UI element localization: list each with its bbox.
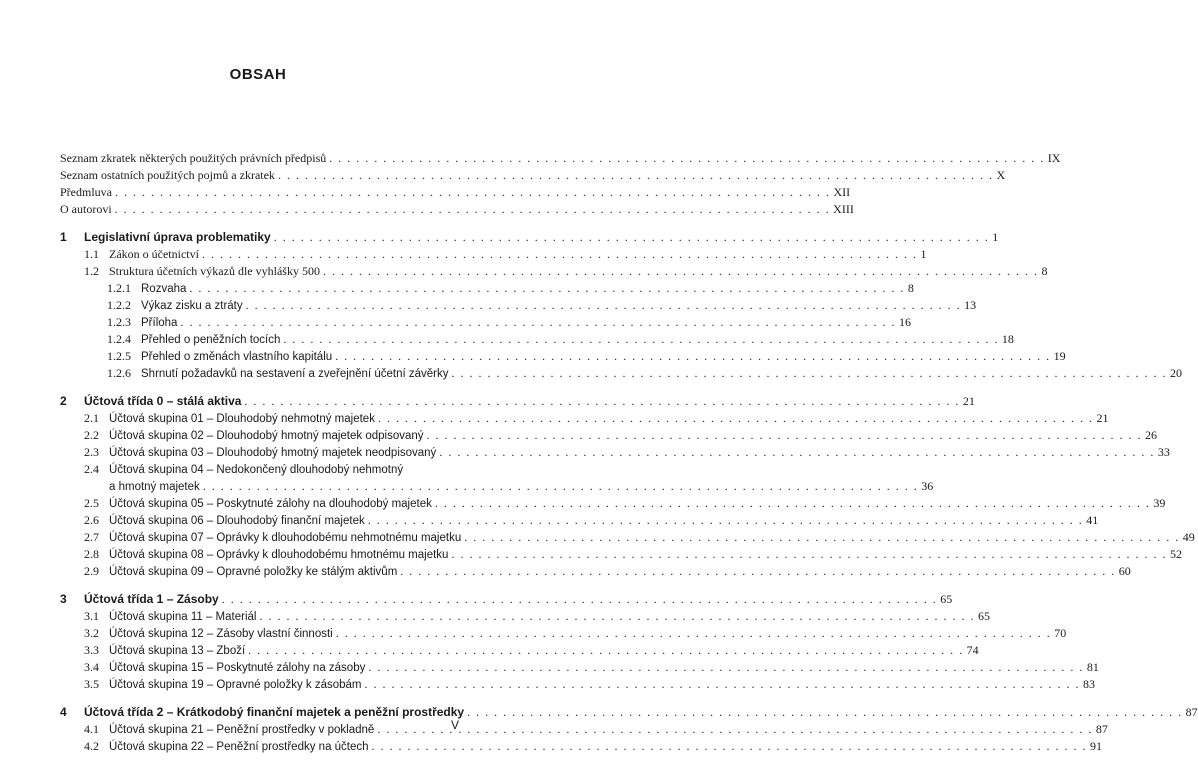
section-title: Účtová skupina 05 – Poskytnuté zálohy na dlouhodobý majetek: [109, 498, 432, 510]
subsection-page: 8: [907, 281, 914, 295]
toc-entry-other-terms[interactable]: [60, 167, 1006, 184]
dot-leader: [248, 642, 964, 659]
section-page: 65: [977, 609, 990, 623]
dot-leader: [180, 314, 896, 331]
section-number: 1.1: [84, 247, 99, 261]
toc-section-3-2[interactable]: [60, 625, 1067, 642]
toc-section-2-7[interactable]: [60, 529, 1195, 546]
section-number: 2.2: [84, 428, 99, 442]
toc-chapter-1[interactable]: [60, 229, 999, 246]
toc-entry-page: XII: [833, 185, 851, 199]
dot-leader: [368, 659, 1084, 676]
toc-section-2-3[interactable]: [60, 444, 1170, 461]
section-number: 2.1: [84, 411, 99, 425]
toc-section-3-3[interactable]: [60, 642, 979, 659]
toc-subsection-1-2-5[interactable]: [60, 348, 1066, 365]
dot-leader: [278, 167, 994, 184]
section-title: Účtová skupina 04 – Nedokončený dlouhodobý nehmotný: [109, 464, 404, 476]
dot-leader: [203, 478, 919, 495]
dot-leader: [335, 348, 1051, 365]
toc-subsection-1-2-6[interactable]: [60, 365, 1182, 382]
section-number: 2.8: [84, 547, 99, 561]
toc-section-3-5[interactable]: [60, 676, 1095, 693]
section-title: Účtová skupina 02 – Dlouhodobý hmotný majetek odpisovaný: [109, 430, 424, 442]
subsection-title: Přehled o peněžních tocích: [141, 334, 281, 346]
section-number: 2.4: [84, 462, 99, 476]
section-title: Účtová skupina 22 – Peněžní prostředky na účtech: [109, 741, 369, 753]
dot-leader: [427, 427, 1143, 444]
section-number: 3.4: [84, 660, 99, 674]
toc-entry-page: X: [996, 168, 1006, 182]
section-title: Zákon o účetnictví: [109, 247, 199, 261]
dot-leader: [222, 591, 938, 608]
section-page: 26: [1145, 428, 1158, 442]
dot-leader: [400, 563, 1116, 580]
subsection-number: 1.2.2: [107, 298, 131, 312]
section-page: 8: [1041, 264, 1048, 278]
page-number: V: [451, 718, 460, 732]
subsection-title: Přehled o změnách vlastního kapitálu: [141, 351, 333, 363]
toc-section-2-1[interactable]: [60, 410, 1109, 427]
section-title: Účtová skupina 09 – Opravné položky ke stálým aktivům: [109, 566, 398, 578]
section-page: 41: [1086, 513, 1099, 527]
section-title: Účtová skupina 01 – Dlouhodobý nehmotný majetek: [109, 413, 375, 425]
dot-leader: [378, 410, 1094, 427]
dot-leader: [259, 608, 975, 625]
toc-section-2-4-continued[interactable]: [60, 478, 934, 495]
dot-leader: [244, 393, 960, 410]
section-page: 83: [1083, 677, 1095, 691]
dot-leader: [336, 625, 1052, 642]
section-title: Účtová skupina 07 – Oprávky k dlouhodobému nehmotnému majetku: [109, 532, 462, 544]
dot-leader: [451, 546, 1167, 563]
chapter-title: Legislativní úprava problematiky: [84, 230, 271, 244]
toc-section-2-9[interactable]: [60, 563, 1131, 580]
toc-section-1-2[interactable]: [60, 263, 1048, 280]
toc-chapter-3[interactable]: [60, 591, 953, 608]
dot-leader: [189, 280, 905, 297]
dot-leader: [115, 201, 831, 218]
toc-entry-title: Seznam zkratek některých použitých právních předpisů: [60, 151, 327, 165]
section-number: 3.3: [84, 643, 99, 657]
table-of-contents: [60, 150, 1198, 755]
section-title: Účtová skupina 15 – Poskytnuté zálohy na zásoby: [109, 662, 366, 674]
dot-leader: [435, 495, 1151, 512]
toc-section-2-4[interactable]: [60, 461, 468, 478]
subsection-number: 1.2.3: [107, 315, 131, 329]
section-page: 52: [1169, 547, 1182, 561]
toc-subsection-1-2-1[interactable]: [60, 280, 914, 297]
toc-entry-page: XIII: [833, 202, 854, 216]
section-page: 87: [1095, 722, 1108, 736]
section-page: 74: [966, 643, 979, 657]
chapter-number: 1: [60, 230, 67, 244]
dot-leader: [246, 297, 962, 314]
dot-leader: [283, 331, 999, 348]
section-number: 2.9: [84, 564, 99, 578]
subsection-page: 20: [1170, 366, 1182, 380]
chapter-page: 21: [962, 394, 975, 408]
section-title: Účtová skupina 03 – Dlouhodobý hmotný majetek neodpisovaný: [109, 447, 437, 459]
section-title: Účtová skupina 13 – Zboží: [109, 645, 246, 657]
toc-section-4-2[interactable]: [60, 738, 1103, 755]
chapter-number: 3: [60, 592, 67, 606]
section-page: 81: [1086, 660, 1099, 674]
section-page: 70: [1054, 626, 1067, 640]
subsection-number: 1.2.6: [107, 366, 131, 380]
chapter-title: Účtová třída 2 – Krátkodobý finanční majetek a peněžní prostředky: [84, 705, 465, 719]
toc-entry-preface[interactable]: [60, 184, 851, 201]
section-title: Účtová skupina 08 – Oprávky k dlouhodobému hmotnému majetku: [109, 549, 449, 561]
dot-leader: [115, 184, 831, 201]
section-number: 3.2: [84, 626, 99, 640]
section-page: 91: [1090, 739, 1103, 753]
toc-entry-page: IX: [1047, 151, 1061, 165]
toc-section-2-6[interactable]: [60, 512, 1099, 529]
section-page: 1: [920, 247, 927, 261]
toc-section-2-2[interactable]: [60, 427, 1158, 444]
subsection-title: Rozvaha: [141, 283, 187, 295]
dot-leader: [365, 676, 1081, 693]
dot-leader: [323, 263, 1039, 280]
section-number: 1.2: [84, 264, 99, 278]
subsection-page: 19: [1053, 349, 1066, 363]
section-page: 49: [1182, 530, 1195, 544]
section-number: 2.3: [84, 445, 99, 459]
chapter-title: Účtová třída 1 – Zásoby: [84, 592, 219, 606]
subsection-number: 1.2.5: [107, 349, 131, 363]
toc-entry-about-author[interactable]: [60, 201, 854, 218]
chapter-title: Účtová třída 0 – stálá aktiva: [84, 394, 242, 408]
section-title: Struktura účetních výkazů dle vyhlášky 500: [109, 264, 320, 278]
chapter-number: 4: [60, 705, 67, 719]
dot-leader: [467, 704, 1183, 721]
section-number: 2.5: [84, 496, 99, 510]
toc-subsection-1-2-2[interactable]: [60, 297, 977, 314]
page-title: OBSAH: [229, 66, 287, 83]
toc-subsection-1-2-4[interactable]: [60, 331, 1014, 348]
toc-section-3-4[interactable]: [60, 659, 1099, 676]
section-page: 36: [921, 479, 934, 493]
subsection-title: Výkaz zisku a ztráty: [141, 300, 243, 312]
toc-section-3-1[interactable]: [60, 608, 990, 625]
toc-chapter-4[interactable]: [60, 704, 1198, 721]
subsection-number: 1.2.4: [107, 332, 131, 346]
section-number: 3.1: [84, 609, 99, 623]
subsection-page: 16: [898, 315, 911, 329]
toc-entry-title: Předmluva: [60, 185, 112, 199]
section-title: Účtová skupina 06 – Dlouhodobý finanční majetek: [109, 515, 365, 527]
section-page: 39: [1153, 496, 1166, 510]
section-number: 2.6: [84, 513, 99, 527]
section-page: 21: [1096, 411, 1109, 425]
subsection-page: 18: [1001, 332, 1014, 346]
section-number: 3.5: [84, 677, 99, 691]
toc-chapter-2[interactable]: [60, 393, 975, 410]
section-page: 33: [1157, 445, 1170, 459]
toc-section-2-8[interactable]: [60, 546, 1182, 563]
section-title: Účtová skupina 12 – Zásoby vlastní činnosti: [109, 628, 333, 640]
dot-leader: [202, 246, 918, 263]
toc-subsection-1-2-3[interactable]: [60, 314, 911, 331]
dot-leader: [464, 529, 1180, 546]
toc-section-2-5[interactable]: [60, 495, 1166, 512]
section-page: 60: [1118, 564, 1131, 578]
subsection-title: Příloha: [141, 317, 178, 329]
subsection-title: Shrnutí požadavků na sestavení a zveřejnění účetní závěrky: [141, 368, 449, 380]
dot-leader: [329, 150, 1045, 167]
toc-section-4-1[interactable]: [60, 721, 1108, 738]
chapter-page: 1: [992, 230, 999, 244]
subsection-page: 13: [964, 298, 977, 312]
section-number: 4.2: [84, 739, 99, 753]
section-title: Účtová skupina 11 – Materiál: [109, 611, 257, 623]
section-title-continuation: a hmotný majetek: [109, 481, 200, 493]
section-number: 2.7: [84, 530, 99, 544]
chapter-page: 65: [940, 592, 953, 606]
toc-entry-title: O autorovi: [60, 202, 112, 216]
dot-leader: [452, 365, 1168, 382]
dot-leader: [377, 721, 1093, 738]
toc-entry-title: Seznam ostatních použitých pojmů a zkratek: [60, 168, 275, 182]
section-title: Účtová skupina 21 – Peněžní prostředky v pokladně: [109, 724, 375, 736]
dot-leader: [372, 738, 1088, 755]
section-title: Účtová skupina 19 – Opravné položky k zásobám: [109, 679, 362, 691]
chapter-page: 87: [1185, 705, 1198, 719]
dot-leader: [439, 444, 1155, 461]
toc-entry-abbreviations[interactable]: [60, 150, 1061, 167]
chapter-number: 2: [60, 394, 67, 408]
section-number: 4.1: [84, 722, 99, 736]
dot-leader: [368, 512, 1084, 529]
dot-leader: [274, 229, 990, 246]
toc-section-1-1[interactable]: [60, 246, 927, 263]
subsection-number: 1.2.1: [107, 281, 131, 295]
